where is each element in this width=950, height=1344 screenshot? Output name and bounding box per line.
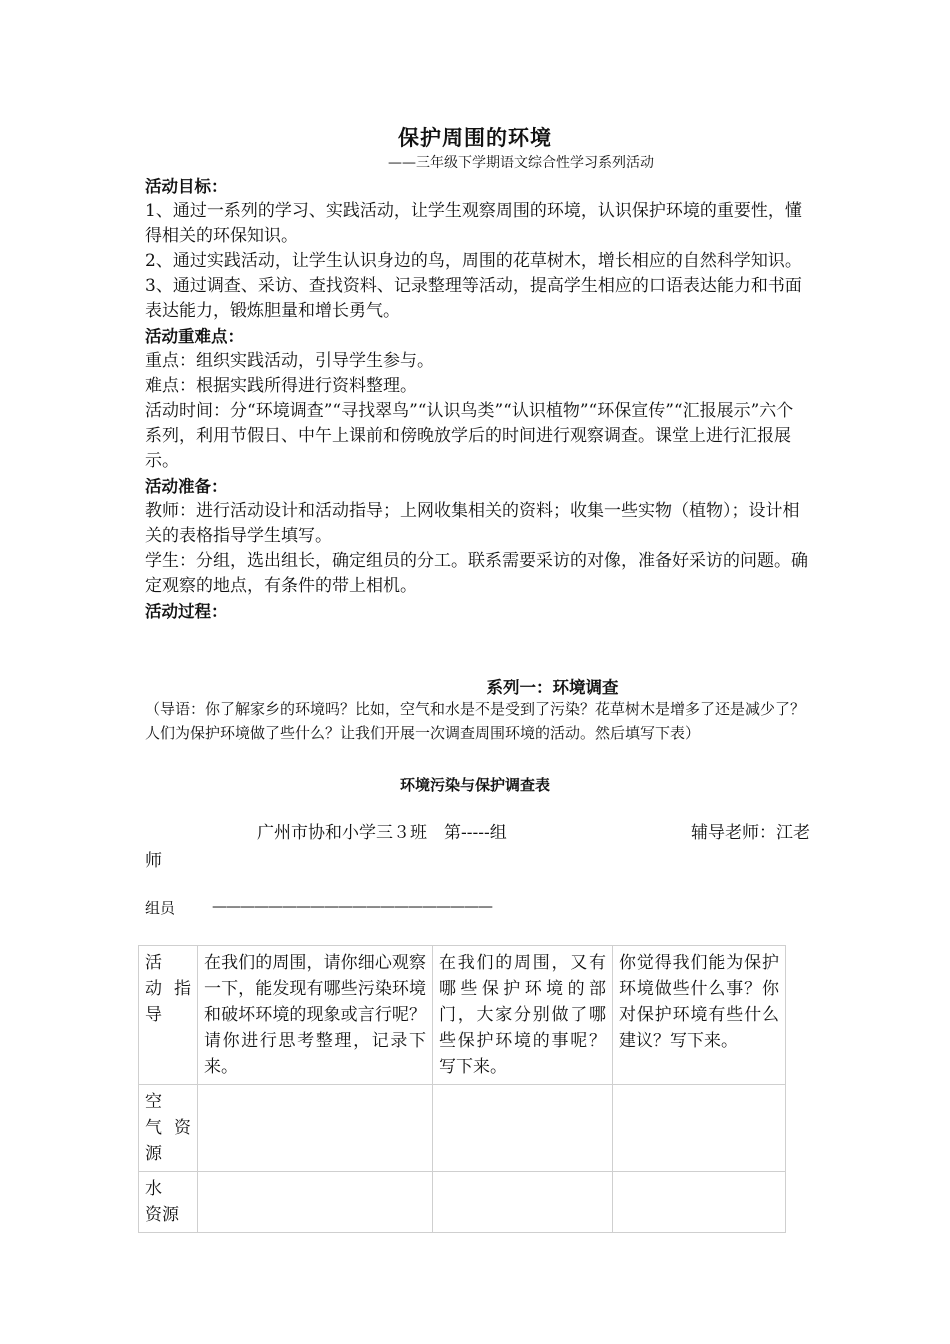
- goal-item: 1、通过一系列的学习、实践活动，让学生观察周围的环境，认识保护环境的重要性，懂得相关的环保知识。: [145, 201, 802, 246]
- table-cell[interactable]: [198, 1172, 433, 1233]
- table-cell[interactable]: [613, 1172, 786, 1233]
- teacher-label: 辅导老师：江老: [691, 823, 810, 843]
- activity-time: 活动时间：分“环境调查”“寻找翠鸟”“认识鸟类”“认识植物”“环保宣传”“汇报展示”六个系列，利用节假日、中午上课前和傍晚放学后的时间进行观察调查。课堂上进行汇报展示。: [145, 401, 794, 471]
- table-header-cell: 活 动指导: [139, 946, 198, 1085]
- process-heading: 活动过程：: [145, 602, 228, 621]
- difficult-point: 难点：根据实践所得进行资料整理。: [145, 376, 417, 396]
- document-title: 保护周围的环境: [398, 125, 552, 150]
- guide-text: （导语：你了解家乡的环境吗？比如，空气和水是不是受到了污染？花草树木是增多了还是减少了？人们为保护环境做了些什么？让我们开展一次调查周围环境的活动。然后填写下表）: [145, 700, 806, 742]
- table-header-cell: 在我们的周围，又有哪些保护环境的部门，大家分别做了哪些保护环境的事呢？写下来。: [433, 946, 613, 1085]
- table-row: [139, 1085, 786, 1172]
- document-subtitle: ——三年级下学期语文综合性学习系列活动: [388, 155, 654, 171]
- row-label: 水 资源: [139, 1172, 198, 1233]
- table-cell[interactable]: [198, 1085, 433, 1172]
- key-points-heading: 活动重难点：: [145, 327, 244, 346]
- row-label: 空 气资源: [139, 1085, 198, 1172]
- series-title: 系列一：环境调查: [486, 678, 619, 697]
- members-label: 组员: [145, 899, 176, 917]
- student-preparation: 学生：分组，选出组长，确定组员的分工。联系需要采访的对像，准备好采访的问题。确定观察的地点，有条件的带上相机。: [145, 551, 808, 596]
- table-title: 环境污染与保护调查表: [399, 776, 550, 794]
- survey-table: [138, 945, 786, 1233]
- table-header-cell: 在我们的周围，请你细心观察一下，能发现有哪些污染环境和破坏环境的现象或言行呢？请你进行思考整理，记录下来。: [198, 946, 433, 1085]
- table-row: [139, 1172, 786, 1233]
- members-line: [145, 897, 492, 918]
- preparation-heading: 活动准备：: [145, 477, 228, 496]
- teacher-label-tail: 师: [145, 851, 162, 871]
- table-cell[interactable]: [433, 1172, 613, 1233]
- goals-section: [145, 174, 810, 624]
- goal-item: 3、通过调查、采访、查找资料、记录整理等活动，提高学生相应的口语表达能力和书面表达能力，锻炼胆量和增长勇气。: [145, 276, 802, 321]
- table-cell[interactable]: [433, 1085, 613, 1172]
- school-class-group: 广州市协和小学三３班 第-----组: [257, 823, 507, 843]
- table-header-cell: 你觉得我们能为保护环境做些什么事？你对保护环境有些什么建议？写下来。: [613, 946, 786, 1085]
- key-point: 重点：组织实践活动，引导学生参与。: [145, 351, 434, 371]
- teacher-preparation: 教师：进行活动设计和活动指导；上网收集相关的资料；收集一些实物（植物）；设计相关的表格指导学生填写。: [145, 501, 800, 546]
- table-header-row: [139, 946, 786, 1085]
- goal-item: 2、通过实践活动，让学生认识身边的鸟，周围的花草树木，增长相应的自然科学知识。: [145, 251, 802, 271]
- table-cell[interactable]: [613, 1085, 786, 1172]
- members-blank: ————————————————————: [212, 897, 492, 915]
- goals-heading: 活动目标：: [145, 177, 228, 196]
